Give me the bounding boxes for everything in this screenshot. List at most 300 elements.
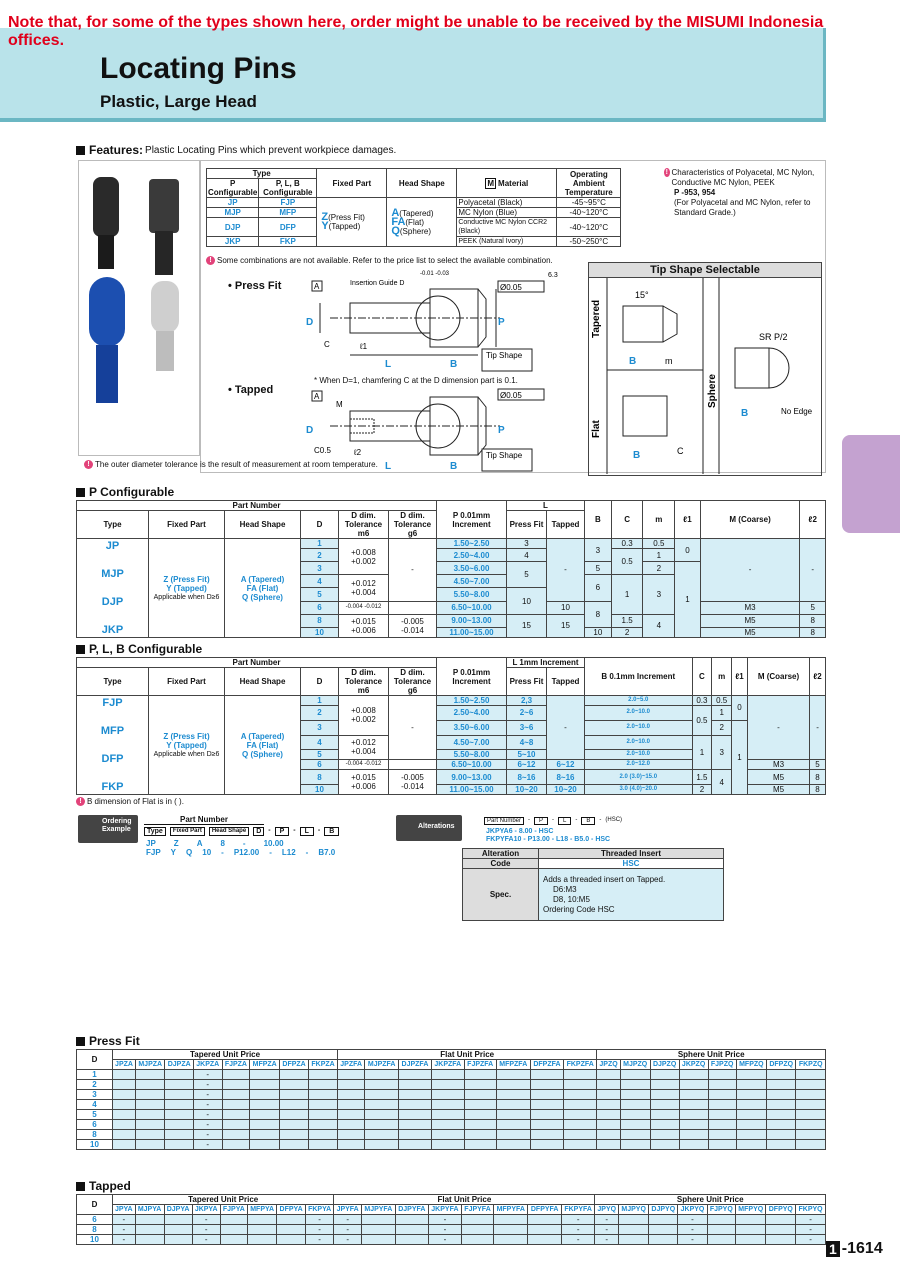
price-cell (796, 1130, 826, 1140)
product-photos (79, 161, 199, 455)
price-cell (679, 1110, 708, 1120)
price-cell (365, 1110, 399, 1120)
angle-label: 15° (635, 290, 649, 300)
price-cell (361, 1215, 395, 1225)
price-cell (136, 1140, 165, 1150)
price-cell (496, 1080, 530, 1090)
price-col-header: DJPZQ (650, 1060, 679, 1070)
price-col-header: DFPZQ (766, 1060, 795, 1070)
price-cell (530, 1090, 563, 1100)
price-cell: - (678, 1215, 707, 1225)
price-cell (165, 1120, 194, 1130)
price-cell (399, 1070, 432, 1080)
page-title: Locating Pins (100, 52, 297, 85)
price-cell (222, 1080, 250, 1090)
sphere-label: Sphere (707, 374, 718, 408)
price-cell (464, 1100, 496, 1110)
price-col-header: MFPYFA (494, 1205, 528, 1215)
features-label: Features: (89, 143, 144, 157)
price-cell (650, 1090, 679, 1100)
l2-label: ℓ2 (354, 448, 362, 457)
price-cell (365, 1070, 399, 1080)
price-cell (766, 1110, 795, 1120)
price-cell (222, 1140, 250, 1150)
price-cell (530, 1120, 563, 1130)
price-col-header: FJPYFA (461, 1205, 493, 1215)
info-icon: ! (206, 256, 215, 265)
type-fjp: FJP (259, 198, 317, 208)
price-col-header: JKPZA (193, 1060, 222, 1070)
sphere-tip-shape (769, 348, 789, 388)
price-cell (431, 1070, 464, 1080)
price-cell (564, 1110, 597, 1120)
price-cell: - (678, 1225, 707, 1235)
price-cell (597, 1110, 620, 1120)
type-mjp: MJP (207, 208, 259, 218)
price-cell (395, 1225, 428, 1235)
price-cell (399, 1110, 432, 1120)
price-cell (395, 1215, 428, 1225)
price-cell (280, 1120, 309, 1130)
price-cell (280, 1100, 309, 1110)
price-cell (796, 1080, 826, 1090)
price-cell: - (334, 1215, 362, 1225)
price-col-header: DJPYA (164, 1205, 192, 1215)
price-cell (650, 1080, 679, 1090)
price-cell (277, 1215, 306, 1225)
price-cell (530, 1100, 563, 1110)
tapped-price-heading: Tapped (76, 1179, 131, 1193)
price-cell (649, 1215, 678, 1225)
material-header: M Material (457, 169, 557, 198)
price-cell (338, 1090, 365, 1100)
price-cell (530, 1080, 563, 1090)
price-col-header: DJPYFA (395, 1205, 428, 1215)
insertion-label: Insertion Guide D (350, 280, 405, 287)
price-cell (365, 1100, 399, 1110)
price-cell (247, 1215, 276, 1225)
price-cell (399, 1090, 432, 1100)
price-cell (113, 1100, 136, 1110)
price-col-header: FKPZQ (796, 1060, 826, 1070)
price-cell (796, 1120, 826, 1130)
p-conf-header: P Configurable (208, 179, 258, 197)
side-index-tab[interactable] (842, 435, 900, 533)
price-cell (650, 1100, 679, 1110)
p-fixed-cell: Z (Press Fit) Y (Tapped) Applicable when D≥6 (149, 539, 225, 638)
price-cell: - (305, 1235, 334, 1245)
price-cell (395, 1235, 428, 1245)
page-number: 1 -1614 (826, 1240, 883, 1258)
price-cell (679, 1120, 708, 1130)
price-col-header: JKPYQ (678, 1205, 707, 1215)
black-pin-photo (93, 177, 119, 237)
price-cell (222, 1120, 250, 1130)
price-cell: - (193, 1130, 222, 1140)
price-cell (431, 1100, 464, 1110)
c05-label: C0.5 (314, 446, 331, 455)
price-cell (620, 1100, 650, 1110)
price-col-header: FKPZA (309, 1060, 338, 1070)
price-cell (431, 1080, 464, 1090)
price-cell (220, 1215, 247, 1225)
tapped-p-label: P (498, 425, 505, 436)
price-col-header: FJPZQ (708, 1060, 736, 1070)
square-bullet-icon (76, 1182, 85, 1191)
price-cell (464, 1120, 496, 1130)
price-cell (113, 1110, 136, 1120)
price-cell (464, 1090, 496, 1100)
price-cell (164, 1235, 192, 1245)
square-bullet-icon (76, 1037, 85, 1046)
price-cell (796, 1140, 826, 1150)
p-head-cell: A (Tapered) FA (Flat) Q (Sphere) (225, 539, 301, 638)
price-cell (220, 1225, 247, 1235)
price-cell (309, 1070, 338, 1080)
price-col-header: JPYFA (334, 1205, 362, 1215)
price-cell (619, 1225, 649, 1235)
price-cell (564, 1130, 597, 1140)
price-cell (365, 1130, 399, 1140)
info-icon: ! (84, 460, 93, 469)
price-cell (530, 1140, 563, 1150)
flat-label: Flat (591, 420, 602, 438)
price-cell (679, 1100, 708, 1110)
price-cell: - (192, 1235, 220, 1245)
price-cell (277, 1235, 306, 1245)
price-cell: - (113, 1215, 136, 1225)
price-cell (461, 1235, 493, 1245)
price-cell (135, 1235, 164, 1245)
info-icon: ! (665, 169, 668, 176)
ivory-pin-photo (151, 281, 179, 333)
price-cell (494, 1215, 528, 1225)
price-cell: - (193, 1110, 222, 1120)
price-cell (619, 1215, 649, 1225)
price-cell (280, 1090, 309, 1100)
price-cell (136, 1100, 165, 1110)
price-cell (165, 1070, 194, 1080)
alterations-box: Alterations Part Number - P - L - B - (HSC) JKPYA6 - 8.00 - HSC FKPYFA10 - P13.00 - L18 - B5.0 - HSC (396, 815, 726, 855)
price-cell: - (561, 1215, 594, 1225)
price-cell: - (334, 1235, 362, 1245)
price-col-header: DFPZFA (530, 1060, 563, 1070)
price-cell (164, 1215, 192, 1225)
black-flat-pin-shaft-photo (155, 231, 173, 275)
price-cell (708, 1090, 736, 1100)
price-cell: - (193, 1120, 222, 1130)
info-icon: ! (76, 797, 85, 806)
temp-cell: -40~120°C (557, 218, 621, 237)
price-cell (649, 1235, 678, 1245)
price-cell (113, 1140, 136, 1150)
price-cell (338, 1110, 365, 1120)
price-cell (247, 1235, 276, 1245)
price-cell: - (305, 1215, 334, 1225)
price-cell (113, 1090, 136, 1100)
temp-header: Operating Ambient Temperature (557, 169, 621, 198)
type-dfp: DFP (259, 218, 317, 237)
type-header: Type (207, 169, 317, 179)
price-col-header: FJPZA (222, 1060, 250, 1070)
plb-conf-header: P, L, B Configurable (259, 179, 317, 198)
price-cell (528, 1235, 561, 1245)
price-cell (277, 1225, 306, 1235)
price-cell (708, 1120, 736, 1130)
price-col-header: JPYA (113, 1205, 136, 1215)
plb-config-heading: P, L, B Configurable (76, 642, 202, 656)
ordering-row-2: FJP Y Q 10 - P12.00 - L12 - B7.0 (146, 848, 336, 857)
price-cell (338, 1120, 365, 1130)
price-cell (679, 1140, 708, 1150)
price-cell (431, 1110, 464, 1120)
fixed-header: Fixed Part (317, 169, 387, 198)
price-cell (250, 1100, 280, 1110)
price-cell (399, 1140, 432, 1150)
price-cell (597, 1130, 620, 1140)
price-col-header: FJPYA (220, 1205, 247, 1215)
material-cell: Polyacetal (Black) (457, 198, 557, 208)
c-tip-label: C (677, 446, 684, 456)
price-cell: - (193, 1080, 222, 1090)
srp-label: SR P/2 (759, 332, 788, 342)
price-cell (250, 1120, 280, 1130)
price-cell (597, 1090, 620, 1100)
price-col-header: MJPZA (136, 1060, 165, 1070)
price-cell (650, 1070, 679, 1080)
price-cell: - (192, 1215, 220, 1225)
price-cell: - (428, 1235, 461, 1245)
type-djp: DJP (207, 218, 259, 237)
l-label: L (385, 359, 392, 370)
price-cell (708, 1100, 736, 1110)
price-cell (736, 1140, 766, 1150)
c-header: C (611, 501, 643, 539)
price-cell (766, 1100, 795, 1110)
price-col-header: JPZFA (338, 1060, 365, 1070)
table-row: 3 - (77, 1090, 826, 1100)
price-cell (496, 1090, 530, 1100)
b-label: B (450, 359, 458, 370)
price-cell (766, 1130, 795, 1140)
price-cell (564, 1080, 597, 1090)
price-cell (222, 1110, 250, 1120)
price-cell (365, 1120, 399, 1130)
price-cell (361, 1235, 395, 1245)
fixed-part-cell: Z(Press Fit) Y(Tapped) (317, 198, 387, 247)
tapped-b-label: B (450, 461, 458, 472)
price-cell (597, 1080, 620, 1090)
price-col-header: FKPZFA (564, 1060, 597, 1070)
price-cell (399, 1120, 432, 1130)
price-cell (280, 1080, 309, 1090)
tapped-tip-shape-label: Tip Shape (486, 451, 523, 460)
price-cell (736, 1110, 766, 1120)
price-col-header: DFPZA (280, 1060, 309, 1070)
price-cell (597, 1140, 620, 1150)
price-cell (736, 1090, 766, 1100)
price-cell: - (678, 1235, 707, 1245)
b-flat-label: B (633, 450, 641, 461)
price-cell (496, 1100, 530, 1110)
price-cell (280, 1070, 309, 1080)
black-pin-shaft-photo (98, 235, 114, 269)
price-cell (650, 1130, 679, 1140)
price-cell (250, 1070, 280, 1080)
price-col-header: JKPYFA (428, 1205, 461, 1215)
price-cell (136, 1130, 165, 1140)
price-cell (620, 1070, 650, 1080)
price-cell (708, 1130, 736, 1140)
price-cell (309, 1120, 338, 1130)
price-cell (708, 1080, 736, 1090)
price-cell (399, 1100, 432, 1110)
price-cell (464, 1070, 496, 1080)
price-cell (164, 1225, 192, 1235)
price-cell (766, 1140, 795, 1150)
price-col-header: FKPYA (305, 1205, 334, 1215)
price-cell (597, 1070, 620, 1080)
material-cell: MC Nylon (Blue) (457, 208, 557, 218)
price-cell (564, 1120, 597, 1130)
c-label: C (324, 340, 330, 349)
price-cell (707, 1225, 735, 1235)
price-cell (650, 1110, 679, 1120)
price-cell (530, 1130, 563, 1140)
price-cell (250, 1130, 280, 1140)
price-cell: - (595, 1215, 619, 1225)
price-cell: - (428, 1225, 461, 1235)
price-cell (766, 1225, 796, 1235)
tapped-price-table: D Tapered Unit Price Flat Unit Price Sphere Unit Price JPYA MJPYA DJPYA JKPYA FJPYA MFPYA DFPYA FKPYA JPYFA MJPYFA DJPYFA JKPYFA FJPYFA MFPYFA DFPYFA FKPYFA JPYQ MJPYQ DJPYQ JKPYQ FJPYQ MFPYQ DFPYQ FKPYQ 6 - - - - - - - - - 8 - - - - - - - - - 10 - - - - - - - - - (76, 1194, 826, 1245)
price-cell: - (796, 1215, 826, 1225)
price-cell: - (305, 1225, 334, 1235)
price-cell (280, 1110, 309, 1120)
part-number-header: Part Number (77, 501, 437, 511)
price-cell (250, 1080, 280, 1090)
price-cell (113, 1120, 136, 1130)
price-cell (620, 1140, 650, 1150)
price-cell (165, 1080, 194, 1090)
price-cell (220, 1235, 247, 1245)
price-cell (136, 1090, 165, 1100)
price-col-header: MJPYQ (619, 1205, 649, 1215)
price-cell (165, 1100, 194, 1110)
price-cell (766, 1120, 795, 1130)
price-cell (620, 1080, 650, 1090)
no-edge-label: No Edge (781, 407, 813, 416)
price-cell (136, 1120, 165, 1130)
price-cell: - (193, 1140, 222, 1150)
page-reference[interactable]: P -953, 954 (674, 188, 716, 197)
price-cell (464, 1080, 496, 1090)
price-cell (708, 1070, 736, 1080)
price-cell (136, 1080, 165, 1090)
plb-config-table: Part Number P 0.01mm Increment L 1mm Increment B 0.1mm Increment C m ℓ1 M (Coarse) ℓ2 Type Fixed Part Head Shape D D dim. Tolerance m6 D dim. Tolerance g6 Press Fit Tapped FJP MFP DFP FKP Z (Press Fit) Y (Tapped) Applicable when D≥6 A (Tapered) FA (Flat) Q (Sphere) 1 +0.008 +0.002 - 1.50~2.50 2,3 - 2.0~5.0 0.3 0.5 0 - - 2 2.50~4.00 2~6 2.0~10.0 0.5 1 3 3.50~6.00 3~6 2.0~10.0 2 1 4 +0.012 +0.004 4.50~7.00 4~8 2.0~10.0 1 3 5 5.50~8.00 5~10 2.0~10.0 6 -0.004 -0.012 6.50~10.00 6~12 6~12 2.0~12.0 M3 5 8 +0.015 +0.006 -0.005 -0.014 9.00~13.00 8~16 8~16 2.0 (3.0)~15.0 1.5 4 M5 8 10 11.00~15.00 10~20 10~20 3.0 (4.0)~20.0 2 M5 8 (76, 657, 826, 795)
price-cell (464, 1140, 496, 1150)
l-header: L (507, 501, 585, 511)
price-cell (280, 1140, 309, 1150)
price-cell (464, 1130, 496, 1140)
press-fit-label: • Press Fit (228, 280, 282, 292)
price-cell (464, 1110, 496, 1120)
l1-header: ℓ1 (675, 501, 701, 539)
price-cell (707, 1235, 735, 1245)
price-cell (309, 1110, 338, 1120)
price-cell (736, 1225, 766, 1235)
characteristics-note: ! Characteristics of Polyacetal, MC Nylon, Conductive MC Nylon, PEEK P -953, 954 (For Polyacetal and MC Nylon, refer to Standard Grade.) (664, 168, 824, 218)
table-row: 6 - - - - - - - - - (77, 1215, 826, 1225)
price-col-header: DJPZA (165, 1060, 194, 1070)
price-col-header: DFPYQ (766, 1205, 796, 1215)
type-mfp: MFP (259, 208, 317, 218)
price-cell (165, 1090, 194, 1100)
price-cell (650, 1120, 679, 1130)
price-cell: - (193, 1100, 222, 1110)
price-cell (650, 1140, 679, 1150)
price-cell (564, 1140, 597, 1150)
price-cell (679, 1080, 708, 1090)
price-cell (399, 1080, 432, 1090)
m-label: M (336, 400, 343, 409)
b-tip-label: B (629, 356, 637, 367)
price-cell: - (193, 1070, 222, 1080)
price-cell (796, 1100, 826, 1110)
price-cell (496, 1120, 530, 1130)
price-col-header: DFPYA (277, 1205, 306, 1215)
insertion-tol: -0.01 -0.03 (420, 271, 450, 277)
combination-note: ! Some combinations are not available. Refer to the price list to select the available combination. (206, 256, 553, 265)
type-jkp: JKP (207, 237, 259, 247)
price-cell (736, 1235, 766, 1245)
price-col-header: JKPYA (192, 1205, 220, 1215)
price-cell (431, 1140, 464, 1150)
price-col-header: JPYQ (595, 1205, 619, 1215)
ordering-badge: Ordering Example (78, 815, 138, 843)
price-cell: - (192, 1225, 220, 1235)
price-cell (766, 1215, 796, 1225)
price-cell (365, 1090, 399, 1100)
table-row: 5 - (77, 1110, 826, 1120)
temp-cell: -50~250°C (557, 237, 621, 247)
price-cell (338, 1100, 365, 1110)
price-cell (136, 1110, 165, 1120)
ordering-columns: Type Fixed Part Head Shape D - P - L - B (144, 827, 339, 836)
tapped-concentricity-label: Ø0.05 (500, 391, 522, 400)
price-cell (222, 1090, 250, 1100)
price-cell (597, 1120, 620, 1130)
price-col-header: DJPZFA (399, 1060, 432, 1070)
price-cell (113, 1130, 136, 1140)
price-cell (338, 1130, 365, 1140)
tapped-d-label: D (306, 425, 314, 436)
d-label: D (306, 317, 314, 328)
price-col-header: FKPYFA (561, 1205, 594, 1215)
price-cell (528, 1215, 561, 1225)
price-cell (649, 1225, 678, 1235)
price-cell (679, 1070, 708, 1080)
temp-cell: -45~95°C (557, 198, 621, 208)
price-cell (309, 1140, 338, 1150)
price-cell (250, 1090, 280, 1100)
price-cell (530, 1070, 563, 1080)
price-cell (309, 1080, 338, 1090)
price-cell (222, 1070, 250, 1080)
price-col-header: DFPYFA (528, 1205, 561, 1215)
square-bullet-icon (76, 645, 85, 654)
tolerance-note: ! The outer diameter tolerance is the result of measurement at room temperature. (84, 460, 378, 469)
price-cell (736, 1120, 766, 1130)
